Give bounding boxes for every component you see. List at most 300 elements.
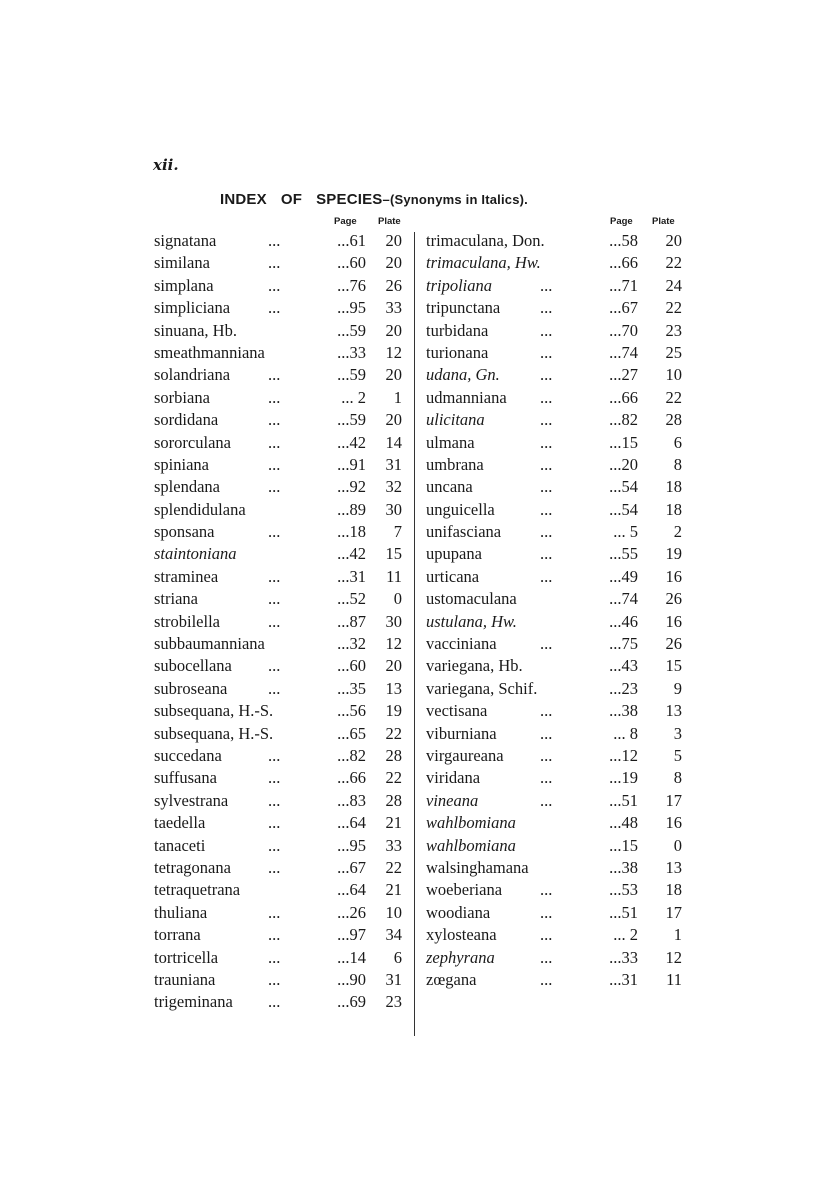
species-name: subsequana, H.-S. — [154, 723, 274, 743]
leader-dots: ... — [268, 857, 281, 877]
index-entry — [154, 612, 410, 634]
index-entry — [154, 567, 410, 589]
left-column-header — [154, 216, 410, 230]
page-ref: ...70 — [609, 320, 638, 340]
leader-dots: ... — [268, 253, 281, 273]
plate-ref: 23 — [665, 320, 682, 340]
page-ref: ...52 — [337, 589, 366, 609]
page-ref: ...27 — [609, 365, 638, 385]
page-ref: ...33 — [609, 947, 638, 967]
leader-dots: ... — [540, 320, 553, 340]
plate-ref: 33 — [385, 835, 402, 855]
leader-dots: ... — [268, 678, 281, 698]
species-name: sorbiana — [154, 387, 210, 407]
leader-dots: ... — [268, 947, 281, 967]
leader-dots: ... — [540, 477, 553, 497]
plate-ref: 19 — [385, 701, 402, 721]
page-ref: ...90 — [337, 969, 366, 989]
leader-dots: ... — [540, 522, 553, 542]
leader-dots: ... — [540, 410, 553, 430]
index-entry — [426, 970, 688, 992]
page-number: xii. — [153, 156, 179, 174]
plate-ref: 26 — [385, 275, 402, 295]
leader-dots: ... — [540, 701, 553, 721]
index-entry — [426, 343, 688, 365]
page-ref: ...66 — [337, 768, 366, 788]
index-entry — [154, 276, 410, 298]
plate-ref: 14 — [385, 432, 402, 452]
index-entry — [426, 522, 688, 544]
index-entry — [154, 970, 410, 992]
plate-ref: 15 — [665, 656, 682, 676]
index-entry — [154, 701, 410, 723]
species-name: trimaculana, Hw. — [426, 253, 541, 273]
index-entry — [154, 343, 410, 365]
species-name: sinuana, Hb. — [154, 320, 237, 340]
plate-ref: 7 — [393, 522, 402, 542]
leader-dots: ... — [540, 454, 553, 474]
index-entry — [154, 388, 410, 410]
plate-ref: 17 — [665, 790, 682, 810]
index-entry — [154, 634, 410, 656]
species-name: taedella — [154, 813, 206, 833]
index-entry — [154, 813, 410, 835]
page-ref: ...49 — [609, 566, 638, 586]
plate-ref: 8 — [673, 768, 682, 788]
page-ref: ...67 — [609, 298, 638, 318]
plate-ref: 20 — [385, 410, 402, 430]
species-name: woeberiana — [426, 880, 503, 900]
index-entry — [426, 768, 688, 790]
index-entry — [426, 321, 688, 343]
index-entry — [154, 836, 410, 858]
index-entry — [426, 567, 688, 589]
leader-dots: ... — [540, 432, 553, 452]
species-name: unifasciana — [426, 522, 502, 542]
page-ref: ...82 — [337, 745, 366, 765]
plate-ref: 11 — [666, 969, 682, 989]
species-name: signatana — [154, 231, 217, 250]
species-name: ulicitana — [426, 410, 485, 430]
leader-dots: ... — [268, 231, 281, 250]
page-ref: ...97 — [337, 925, 366, 945]
page-ref: ...59 — [337, 365, 366, 385]
index-entry — [154, 679, 410, 701]
species-name: udmanniana — [426, 387, 507, 407]
plate-ref: 31 — [385, 454, 402, 474]
leader-dots: ... — [268, 432, 281, 452]
leader-dots: ... — [268, 992, 281, 1012]
page-ref: ...66 — [609, 387, 638, 407]
leader-dots: ... — [540, 745, 553, 765]
page-ref: ...42 — [337, 544, 366, 564]
index-entry — [154, 880, 410, 902]
plate-ref: 12 — [385, 634, 402, 654]
page-ref: ...14 — [337, 947, 366, 967]
index-entry — [154, 724, 410, 746]
plate-ref: 20 — [385, 320, 402, 340]
page-ref: ...18 — [337, 522, 366, 542]
page-ref: ...60 — [337, 656, 366, 676]
leader-dots: ... — [268, 365, 281, 385]
plate-ref: 3 — [673, 723, 682, 743]
species-name: similana — [154, 253, 210, 273]
plate-ref: 20 — [385, 231, 402, 250]
species-name: strobilella — [154, 611, 220, 631]
leader-dots: ... — [540, 634, 553, 654]
index-entry — [426, 948, 688, 970]
page-ref: ...55 — [609, 544, 638, 564]
species-name: variegana, Hb. — [426, 656, 523, 676]
species-name: striana — [154, 589, 198, 609]
plate-column-header: Plate — [378, 216, 401, 227]
species-name: udana, Gn. — [426, 365, 500, 385]
page-ref: ...48 — [609, 813, 638, 833]
page-ref: ...61 — [337, 231, 366, 250]
species-name: turbidana — [426, 320, 489, 340]
species-name: virgaureana — [426, 745, 504, 765]
page-ref: ...64 — [337, 880, 366, 900]
page-ref: ...83 — [337, 790, 366, 810]
page-ref: ...74 — [609, 589, 638, 609]
species-name: trimaculana, Don. — [426, 231, 545, 250]
page-ref: ...12 — [609, 745, 638, 765]
leader-dots: ... — [268, 656, 281, 676]
species-name: umbrana — [426, 454, 484, 474]
right-column — [426, 216, 688, 992]
page-ref: ...92 — [337, 477, 366, 497]
page-ref: ...69 — [337, 992, 366, 1012]
page-ref: ...46 — [609, 611, 638, 631]
page-ref: ...95 — [337, 298, 366, 318]
species-name: tripunctana — [426, 298, 501, 318]
index-entry — [154, 948, 410, 970]
page-column-header: Page — [610, 216, 633, 227]
page-ref: ...53 — [609, 880, 638, 900]
plate-ref: 9 — [673, 678, 682, 698]
species-name: sororculana — [154, 432, 231, 452]
left-column — [154, 216, 410, 1015]
title-word-species: SPECIES — [316, 191, 383, 208]
page-ref: ...75 — [609, 634, 638, 654]
plate-ref: 26 — [665, 589, 682, 609]
plate-ref: 33 — [385, 298, 402, 318]
species-name: sponsana — [154, 522, 215, 542]
index-entry — [426, 836, 688, 858]
species-name: thuliana — [154, 902, 208, 922]
left-entry-list — [154, 231, 410, 1015]
plate-ref: 16 — [665, 566, 682, 586]
page-ref: ...71 — [609, 275, 638, 295]
page-ref: ...31 — [337, 566, 366, 586]
plate-ref: 6 — [393, 947, 402, 967]
page-ref: ...38 — [609, 857, 638, 877]
page-ref: ...67 — [337, 857, 366, 877]
plate-ref: 23 — [385, 992, 402, 1012]
species-name: splendana — [154, 477, 220, 497]
leader-dots: ... — [540, 768, 553, 788]
index-entry — [426, 612, 688, 634]
plate-ref: 22 — [665, 387, 682, 407]
page-ref: ... 2 — [341, 387, 366, 407]
index-entry — [154, 992, 410, 1014]
index-entry — [154, 746, 410, 768]
plate-ref: 16 — [665, 611, 682, 631]
plate-ref: 16 — [665, 813, 682, 833]
index-entry — [426, 656, 688, 678]
species-name: vacciniana — [426, 634, 497, 654]
index-title — [220, 191, 528, 208]
index-entry — [154, 544, 410, 566]
species-name: trigeminana — [154, 992, 233, 1012]
plate-ref: 18 — [665, 880, 682, 900]
species-name: vineana — [426, 790, 479, 810]
page-ref: ...26 — [337, 902, 366, 922]
species-name: staintoniana — [154, 544, 237, 564]
species-name: vectisana — [426, 701, 488, 721]
species-name: viridana — [426, 768, 481, 788]
index-entry — [426, 276, 688, 298]
page-ref: ...19 — [609, 768, 638, 788]
index-entry — [154, 365, 410, 387]
leader-dots: ... — [268, 969, 281, 989]
leader-dots: ... — [540, 566, 553, 586]
plate-ref: 22 — [385, 723, 402, 743]
index-entry — [154, 791, 410, 813]
plate-ref: 21 — [385, 813, 402, 833]
plate-ref: 11 — [386, 566, 402, 586]
right-entry-list — [426, 231, 688, 992]
index-entry — [426, 925, 688, 947]
leader-dots: ... — [268, 454, 281, 474]
species-name: turionana — [426, 342, 489, 362]
page-ref: ...91 — [337, 454, 366, 474]
page-ref: ...58 — [609, 231, 638, 250]
species-name: ustomaculana — [426, 589, 517, 609]
title-word-index: INDEX — [220, 191, 267, 208]
page-ref: ...59 — [337, 320, 366, 340]
leader-dots: ... — [540, 499, 553, 519]
plate-ref: 5 — [673, 745, 682, 765]
species-name: subocellana — [154, 656, 232, 676]
leader-dots: ... — [268, 611, 281, 631]
plate-ref: 1 — [673, 925, 682, 945]
plate-ref: 26 — [665, 634, 682, 654]
page-ref: ... 2 — [613, 925, 638, 945]
index-entry — [426, 477, 688, 499]
page-ref: ...95 — [337, 835, 366, 855]
species-name: sordidana — [154, 410, 219, 430]
page-ref: ...82 — [609, 410, 638, 430]
page-ref: ...51 — [609, 902, 638, 922]
species-name: succedana — [154, 745, 222, 765]
index-entry — [426, 365, 688, 387]
plate-ref: 13 — [665, 857, 682, 877]
page-ref: ...35 — [337, 678, 366, 698]
plate-ref: 22 — [385, 768, 402, 788]
index-entry — [426, 724, 688, 746]
index-entry — [426, 298, 688, 320]
leader-dots: ... — [268, 410, 281, 430]
page-ref: ...59 — [337, 410, 366, 430]
plate-ref: 22 — [665, 253, 682, 273]
index-entry — [426, 544, 688, 566]
leader-dots: ... — [268, 522, 281, 542]
species-name: solandriana — [154, 365, 231, 385]
index-entry — [154, 522, 410, 544]
index-entry — [426, 679, 688, 701]
page-ref: ...38 — [609, 701, 638, 721]
index-entry — [154, 925, 410, 947]
page-ref: ...23 — [609, 678, 638, 698]
species-name: wahlbomiana — [426, 813, 516, 833]
leader-dots: ... — [268, 745, 281, 765]
index-entry — [154, 231, 410, 253]
page-ref: ...32 — [337, 634, 366, 654]
species-name: wahlbomiana — [426, 835, 516, 855]
page-ref: ...87 — [337, 611, 366, 631]
leader-dots: ... — [540, 275, 553, 295]
page-ref: ...74 — [609, 342, 638, 362]
index-entry — [426, 589, 688, 611]
leader-dots: ... — [268, 925, 281, 945]
species-name: tetraquetrana — [154, 880, 241, 900]
plate-ref: 34 — [385, 925, 402, 945]
index-entry — [154, 903, 410, 925]
leader-dots: ... — [540, 342, 553, 362]
species-name: subsequana, H.-S. — [154, 701, 274, 721]
index-entry — [154, 298, 410, 320]
species-name: trauniana — [154, 969, 216, 989]
species-name: smeathmanniana — [154, 342, 265, 362]
plate-ref: 10 — [665, 365, 682, 385]
plate-ref: 6 — [673, 432, 682, 452]
plate-ref: 0 — [673, 835, 682, 855]
leader-dots: ... — [540, 947, 553, 967]
plate-ref: 18 — [665, 477, 682, 497]
index-entry — [154, 858, 410, 880]
plate-ref: 30 — [385, 499, 402, 519]
species-name: tetragonana — [154, 857, 231, 877]
leader-dots: ... — [540, 880, 553, 900]
column-divider — [414, 232, 415, 1036]
leader-dots: ... — [540, 365, 553, 385]
plate-ref: 30 — [385, 611, 402, 631]
index-entry — [154, 253, 410, 275]
index-entry — [426, 701, 688, 723]
plate-ref: 8 — [673, 454, 682, 474]
index-entry — [154, 321, 410, 343]
leader-dots: ... — [540, 969, 553, 989]
plate-ref: 10 — [385, 902, 402, 922]
page-ref: ...15 — [609, 432, 638, 452]
plate-ref: 20 — [385, 253, 402, 273]
plate-ref: 22 — [385, 857, 402, 877]
leader-dots: ... — [268, 902, 281, 922]
leader-dots: ... — [540, 902, 553, 922]
plate-ref: 15 — [385, 544, 402, 564]
plate-ref: 0 — [393, 589, 402, 609]
species-name: tripoliana — [426, 275, 493, 295]
species-name: zephyrana — [426, 947, 495, 967]
index-entry — [154, 433, 410, 455]
leader-dots: ... — [540, 387, 553, 407]
index-entry — [426, 634, 688, 656]
species-name: uncana — [426, 477, 473, 497]
index-entry — [154, 589, 410, 611]
index-entry — [426, 231, 688, 253]
plate-ref: 12 — [385, 342, 402, 362]
index-entry — [426, 433, 688, 455]
leader-dots: ... — [268, 813, 281, 833]
leader-dots: ... — [540, 544, 553, 564]
plate-ref: 19 — [665, 544, 682, 564]
index-entry — [154, 455, 410, 477]
index-entry — [426, 791, 688, 813]
plate-ref: 20 — [385, 365, 402, 385]
plate-ref: 13 — [385, 678, 402, 698]
page-ref: ...15 — [609, 835, 638, 855]
index-entry — [426, 455, 688, 477]
species-name: sylvestrana — [154, 790, 229, 810]
page-ref: ...56 — [337, 701, 366, 721]
species-name: subbaumanniana — [154, 634, 265, 654]
plate-ref: 32 — [385, 477, 402, 497]
page-ref: ...89 — [337, 499, 366, 519]
index-entry — [154, 768, 410, 790]
index-entry — [154, 500, 410, 522]
page-ref: ...31 — [609, 969, 638, 989]
leader-dots: ... — [268, 298, 281, 318]
plate-ref: 12 — [665, 947, 682, 967]
leader-dots: ... — [540, 925, 553, 945]
right-column-header — [426, 216, 688, 230]
index-entry — [154, 477, 410, 499]
page-ref: ...43 — [609, 656, 638, 676]
page-ref: ...54 — [609, 477, 638, 497]
page-ref: ...64 — [337, 813, 366, 833]
leader-dots: ... — [540, 790, 553, 810]
plate-ref: 13 — [665, 701, 682, 721]
plate-ref: 2 — [673, 522, 682, 542]
species-name: tanaceti — [154, 835, 206, 855]
leader-dots: ... — [268, 589, 281, 609]
plate-ref: 18 — [665, 499, 682, 519]
page-ref: ...20 — [609, 454, 638, 474]
plate-ref: 22 — [665, 298, 682, 318]
title-word-of: OF — [280, 191, 303, 208]
species-name: spiniana — [154, 454, 209, 474]
leader-dots: ... — [540, 298, 553, 318]
species-name: splendidulana — [154, 499, 246, 519]
index-entry — [426, 410, 688, 432]
index-entry — [154, 656, 410, 678]
plate-ref: 28 — [385, 745, 402, 765]
index-entry — [426, 500, 688, 522]
page-ref: ...42 — [337, 432, 366, 452]
index-entry — [426, 880, 688, 902]
species-name: simplana — [154, 275, 214, 295]
index-entry — [426, 903, 688, 925]
species-name: ulmana — [426, 432, 475, 452]
plate-ref: 1 — [393, 387, 402, 407]
index-entry — [426, 388, 688, 410]
page-ref: ...54 — [609, 499, 638, 519]
plate-ref: 20 — [385, 656, 402, 676]
species-name: simpliciana — [154, 298, 231, 318]
page-ref: ... 5 — [613, 522, 638, 542]
page-ref: ...33 — [337, 342, 366, 362]
